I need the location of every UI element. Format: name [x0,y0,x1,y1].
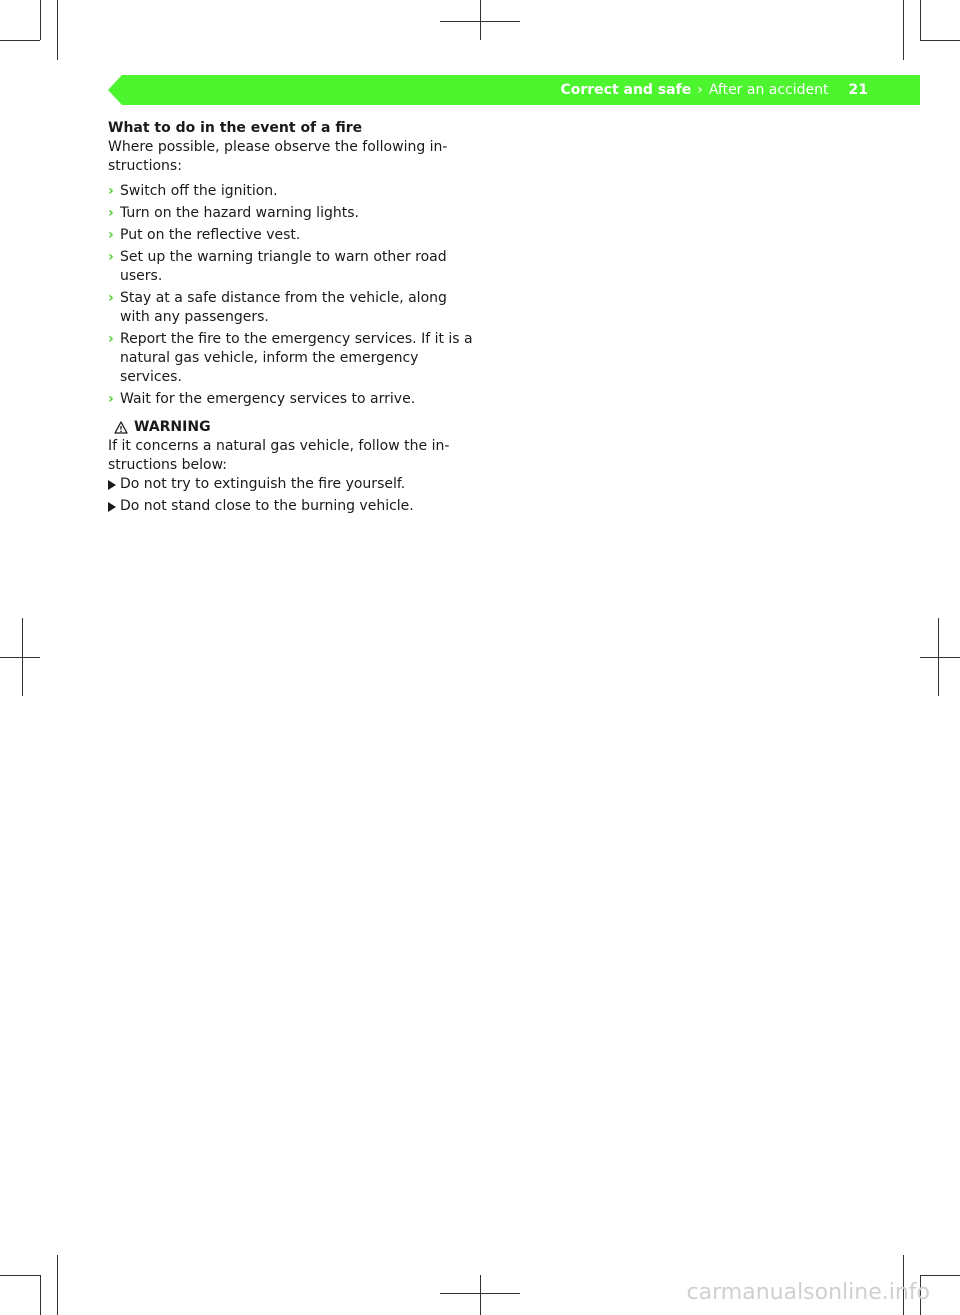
section-heading: What to do in the event of a fire [108,120,363,136]
crop-mark [40,1275,41,1315]
chevron-right-icon: › [108,205,114,221]
breadcrumb [560,81,868,99]
warning-item-text: Do not try to extinguish the fire yourself. [120,476,406,492]
triangle-right-icon [108,480,116,490]
warning-box [108,418,478,516]
list-item [108,182,478,201]
warning-triangle-icon [114,421,128,434]
chevron-right-icon: › [108,183,114,199]
breadcrumb-section: Correct and safe [560,82,692,98]
crop-mark [920,1275,960,1276]
watermark: carmanualsonline.info [686,1280,930,1305]
crop-mark [0,1275,40,1276]
crop-mark [57,0,58,60]
chevron-right-icon: › [108,227,114,243]
crop-mark [480,0,481,40]
step-text: Set up the warning triangle to warn other road users. [120,249,447,284]
chevron-right-icon: › [108,331,114,347]
step-text: Switch off the ignition. [120,183,278,199]
crop-mark [440,1293,520,1294]
warning-item-text: Do not stand close to the burning vehicle. [120,498,414,514]
warning-list [108,475,478,516]
main-content [108,119,478,519]
crop-mark [920,40,960,41]
step-text: Wait for the emergency services to arrive. [120,391,416,407]
breadcrumb-subsection: After an accident [708,82,829,98]
warning-label: WARNING [134,419,211,435]
steps-list [108,182,478,409]
crop-mark [440,21,520,22]
breadcrumb-separator: › [697,82,703,98]
intro-text: Where possible, please observe the following in-structions: [108,139,448,174]
crop-mark [57,1255,58,1315]
chevron-right-icon: › [108,249,114,265]
list-item [108,330,478,387]
list-item [108,497,478,516]
step-text: Turn on the hazard warning lights. [120,205,359,221]
page-number: 21 [848,82,868,98]
warning-title [114,418,478,437]
crop-mark [40,0,41,40]
list-item [108,248,478,286]
crop-mark [920,657,960,658]
step-text: Stay at a safe distance from the vehicle, along with any passengers. [120,290,447,325]
list-item [108,390,478,409]
list-item [108,204,478,223]
warning-text: If it concerns a natural gas vehicle, follow the in-structions below: [108,438,450,473]
chevron-right-icon: › [108,391,114,407]
crop-mark [920,0,921,40]
list-item [108,289,478,327]
crop-mark [0,657,40,658]
crop-mark [480,1275,481,1315]
crop-mark [0,40,40,41]
list-item [108,226,478,245]
chevron-right-icon: › [108,290,114,306]
list-item [108,475,478,494]
crop-mark [903,0,904,60]
step-text: Report the fire to the emergency services. If it is a natural gas vehicle, inform the emergency services. [120,331,473,385]
step-text: Put on the reflective vest. [120,227,301,243]
triangle-right-icon [108,502,116,512]
